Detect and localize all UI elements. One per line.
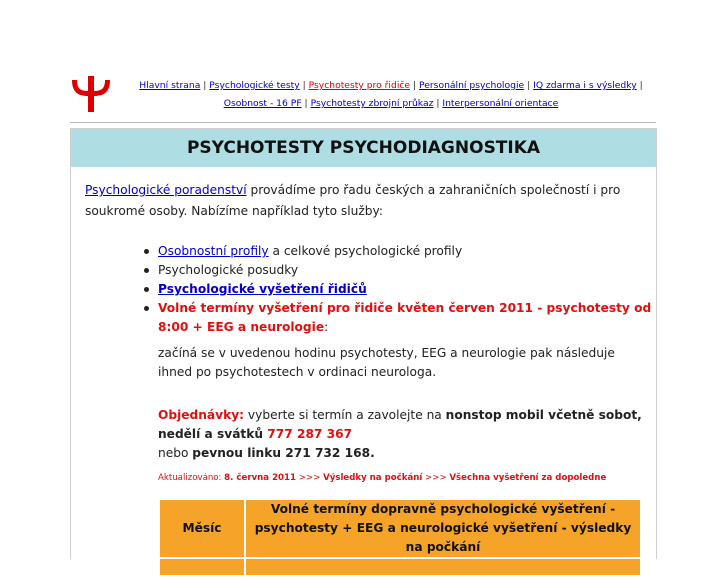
- nav-link-gun-license[interactable]: Psychotesty zbrojní průkaz: [310, 98, 434, 109]
- counseling-link[interactable]: Psychologické poradenství: [85, 183, 247, 197]
- nav-link-home[interactable]: Hlavní strana: [139, 80, 201, 91]
- list-item: Volné termíny vyšetření pro řidiče květen červen 2011 - psychotesty od 8:00 + EEG a neurologie:: [143, 299, 653, 337]
- list-item: Psychologické posudky: [143, 261, 653, 280]
- table-row: [160, 559, 640, 575]
- orders-info: Objednávky: vyberte si termín a zavolejte na nonstop mobil včetně sobot, nedělí a svátků 777 287 367 nebo pevnou linku 271 732 168.: [158, 408, 642, 460]
- schedule-note: začíná se v uvedenou hodinu psychotesty, EEG a neurologie pak následuje ihned po psychotestech v ordinaci neurologa.: [158, 346, 615, 379]
- page-title: PSYCHOTESTY PSYCHODIAGNOSTIKA: [71, 129, 656, 167]
- top-navigation: Hlavní strana | Psychologické testy | Psychotesty pro řidiče | Personální psychologie | IQ zdarma i s výsledky | Osobnost - 16 PF | Psychotesty zbrojní průkaz | Interpersonální orientace: [139, 80, 643, 109]
- column-header-free-dates: Volné termíny dopravně psychologické vyšetření - psychotesty + EEG a neurologické vyšetření - výsledky na počkání: [246, 500, 640, 557]
- personality-profiles-link[interactable]: Osobnostní profily: [158, 244, 269, 258]
- divider: [70, 122, 656, 123]
- intro-paragraph: [85, 180, 645, 222]
- psi-logo-icon[interactable]: [68, 74, 114, 116]
- mobile-number[interactable]: 777 287 367: [263, 427, 353, 441]
- intro-text: provádíme pro řadu českých a zahraničních společností i pro soukromé osoby. Nabízíme například tyto služby:: [85, 183, 621, 218]
- landline-number[interactable]: pevnou linku 271 732 168.: [192, 446, 375, 460]
- free-dates-notice: Volné termíny vyšetření pro řidiče květen červen 2011 - psychotesty od 8:00 + EEG a neurologie: [158, 301, 652, 334]
- content-frame: [70, 128, 657, 559]
- nav-link-hr-psychology[interactable]: Personální psychologie: [419, 80, 525, 91]
- nav-link-driver-tests[interactable]: Psychotesty pro řidiče: [308, 80, 411, 91]
- services-list: [143, 242, 653, 337]
- nav-link-16pf[interactable]: Osobnost - 16 PF: [223, 98, 302, 109]
- nav-link-interpersonal[interactable]: Interpersonální orientace: [442, 98, 559, 109]
- list-item: [143, 280, 653, 299]
- column-header-month: Měsíc: [160, 500, 244, 557]
- update-line: Aktualizováno: 8. června 2011 >>> Výsledky na počkání >>> Všechna vyšetření za dopoledne: [158, 473, 607, 483]
- nav-link-psych-tests[interactable]: Psychologické testy: [209, 80, 300, 91]
- nav-link-iq-free[interactable]: IQ zdarma i s výsledky: [533, 80, 637, 91]
- schedule-table: [158, 498, 642, 577]
- list-item: Osobnostní profily a celkové psychologické profily: [143, 242, 653, 261]
- orders-label: Objednávky:: [158, 408, 245, 422]
- driver-exam-link[interactable]: Psychologické vyšetření řidičů: [158, 282, 367, 296]
